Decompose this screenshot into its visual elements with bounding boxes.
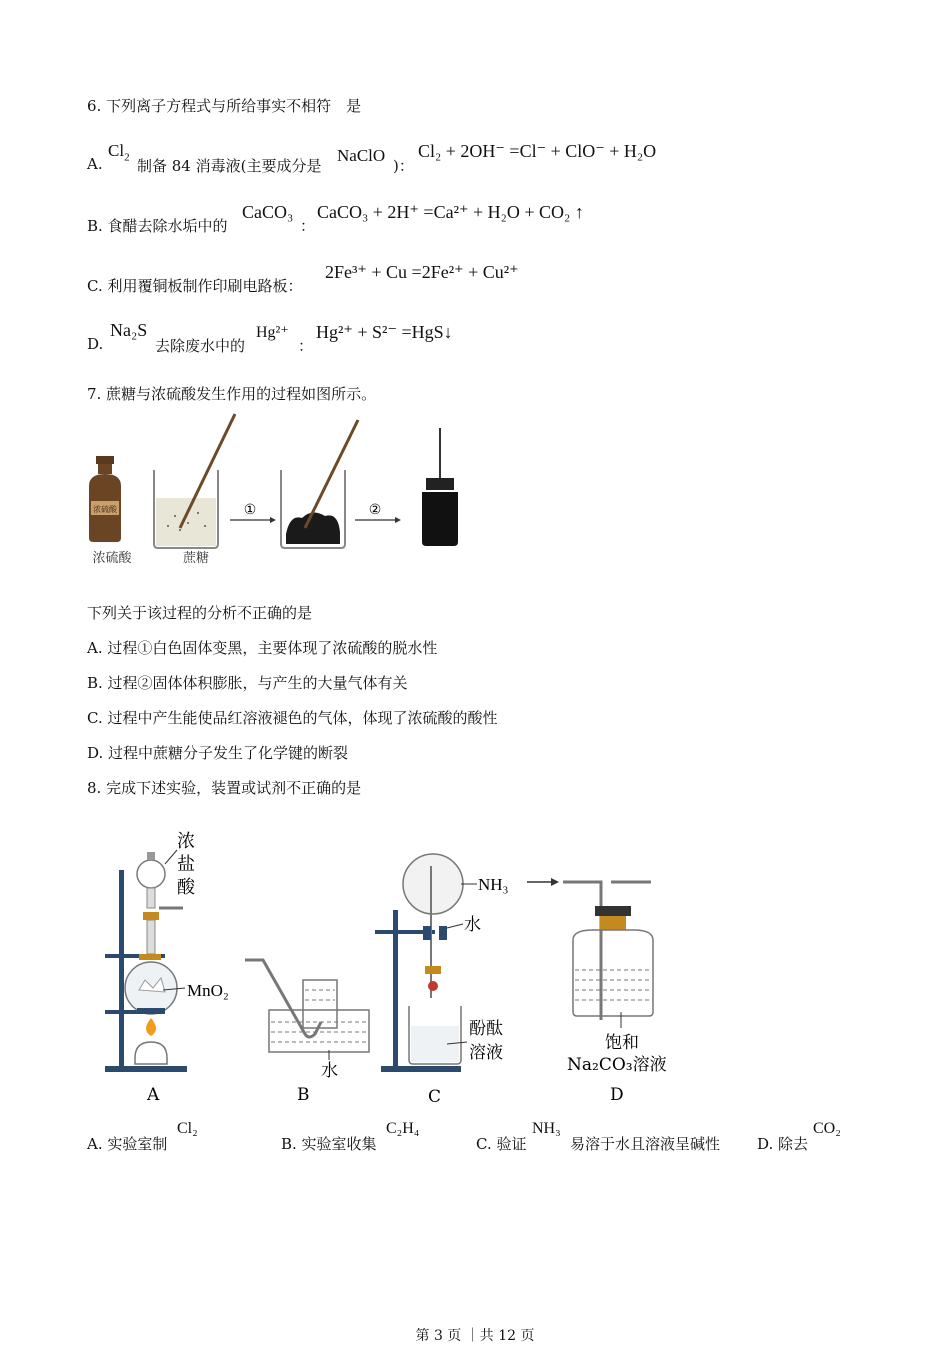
q6-d-ion: Hg²⁺ [256, 324, 289, 341]
a-label-3: 酸 [177, 877, 195, 898]
q6-a-colon: )： [393, 157, 414, 175]
a-mno2: MnO₂ [187, 981, 229, 1000]
carbon-column [422, 428, 458, 546]
q7-option-b: B. 过程②固体体积膨胀，与产生的大量气体有关 [87, 674, 408, 692]
q8-option-a: A. 实验室制 [87, 1135, 168, 1153]
c-phen-1: 酚酞 [469, 1019, 503, 1039]
b-letter: B [297, 1085, 310, 1105]
a-label-2: 盐 [177, 854, 195, 875]
q6-b-prefix: B. 食醋去除水垢中的 [87, 217, 228, 235]
q6-a-text: 制备 84 消毒液(主要成分是 [137, 157, 322, 175]
q6-d-equation: Hg²⁺ + S²⁻ =HgS↓ [316, 322, 453, 342]
a-letter: A [147, 1085, 160, 1105]
c-letter: C [428, 1087, 442, 1107]
q6-c-prefix: C. 利用覆铜板制作印刷电路板： [87, 277, 303, 295]
d-label-2: Na₂CO₃溶液 [567, 1055, 667, 1075]
charred-beaker [281, 420, 358, 548]
q6-d-colon: ： [298, 337, 314, 355]
q6-d-reagent: Na₂S [110, 320, 148, 340]
q6-d-prefix: D. [87, 335, 104, 353]
sugar-beaker [154, 414, 235, 548]
b-water: 水 [321, 1061, 338, 1081]
q8-figure [95, 820, 695, 1110]
q7-figure [80, 408, 480, 573]
q7-question: 下列关于该过程的分析不正确的是 [87, 604, 313, 622]
apparatus-d [527, 878, 667, 1105]
q6-b-equation: CaCO₃ + 2H⁺ =Ca²⁺ + H₂O + CO₂ ↑ [317, 202, 584, 222]
q8-opt-c-chem: NH₃ [532, 1120, 561, 1137]
q6-a-prefix: A. [87, 155, 103, 173]
d-letter: D [610, 1085, 624, 1105]
q7-option-c: C. 过程中产生能使品红溶液褪色的气体，体现了浓硫酸的酸性 [87, 709, 498, 727]
q6-d-text: 去除废水中的 [155, 337, 246, 355]
q6-stem: 6. 下列离子方程式与所给事实不相符 是 [87, 97, 362, 115]
label-acid: 浓硫酸 [92, 551, 132, 566]
q7-option-d: D. 过程中蔗糖分子发生了化学键的断裂 [87, 744, 349, 762]
label-sugar: 蔗糖 [182, 551, 210, 566]
q6-b-salt: CaCO₃ [242, 202, 294, 222]
q6-b-colon: ： [300, 217, 316, 235]
d-label-1: 饱和 [605, 1033, 639, 1053]
q7-option-a: A. 过程①白色固体变黑，主要体现了浓硫酸的脱水性 [87, 639, 438, 657]
q6-c-equation: 2Fe³⁺ + Cu =2Fe²⁺ + Cu²⁺ [325, 262, 519, 282]
q8-opt-a-chem: Cl₂ [177, 1120, 198, 1137]
q6-a-equation: Cl₂ + 2OH⁻ =Cl⁻ + ClO⁻ + H₂O [418, 141, 657, 161]
c-water: 水 [464, 915, 481, 935]
q8-opt-c-tail: 易溶于水且溶液呈碱性 [570, 1135, 721, 1153]
q8-option-c: C. 验证 [476, 1135, 527, 1153]
step1-label: ① [243, 502, 257, 518]
c-phen-2: 溶液 [469, 1043, 503, 1063]
a-label-1: 浓 [177, 831, 195, 852]
acid-bottle [89, 456, 121, 542]
apparatus-b [245, 960, 369, 1105]
apparatus-c [375, 854, 509, 1107]
q8-opt-d-chem: CO₂ [813, 1120, 841, 1137]
apparatus-a [105, 831, 229, 1105]
q8-stem: 8. 完成下述实验，装置或试剂不正确的是 [87, 779, 362, 797]
q8-option-d: D. 除去 [757, 1135, 809, 1153]
q7-stem: 7. 蔗糖与浓硫酸发生作用的过程如图所示。 [87, 385, 377, 403]
q8-option-b: B. 实验室收集 [281, 1135, 377, 1153]
q8-opt-b-chem: C₂H₄ [386, 1120, 420, 1137]
c-nh3: NH₃ [478, 875, 509, 894]
bottle-tag-text: 浓硫酸 [93, 505, 117, 514]
q6-a-reagent: $Cl_2$ [108, 141, 130, 164]
step2-label: ② [368, 502, 382, 518]
q6-a-salt: NaClO [337, 146, 386, 165]
page-footer: 第 3 页 ｜共 12 页 [415, 1328, 535, 1344]
q6-option-a [87, 155, 103, 173]
